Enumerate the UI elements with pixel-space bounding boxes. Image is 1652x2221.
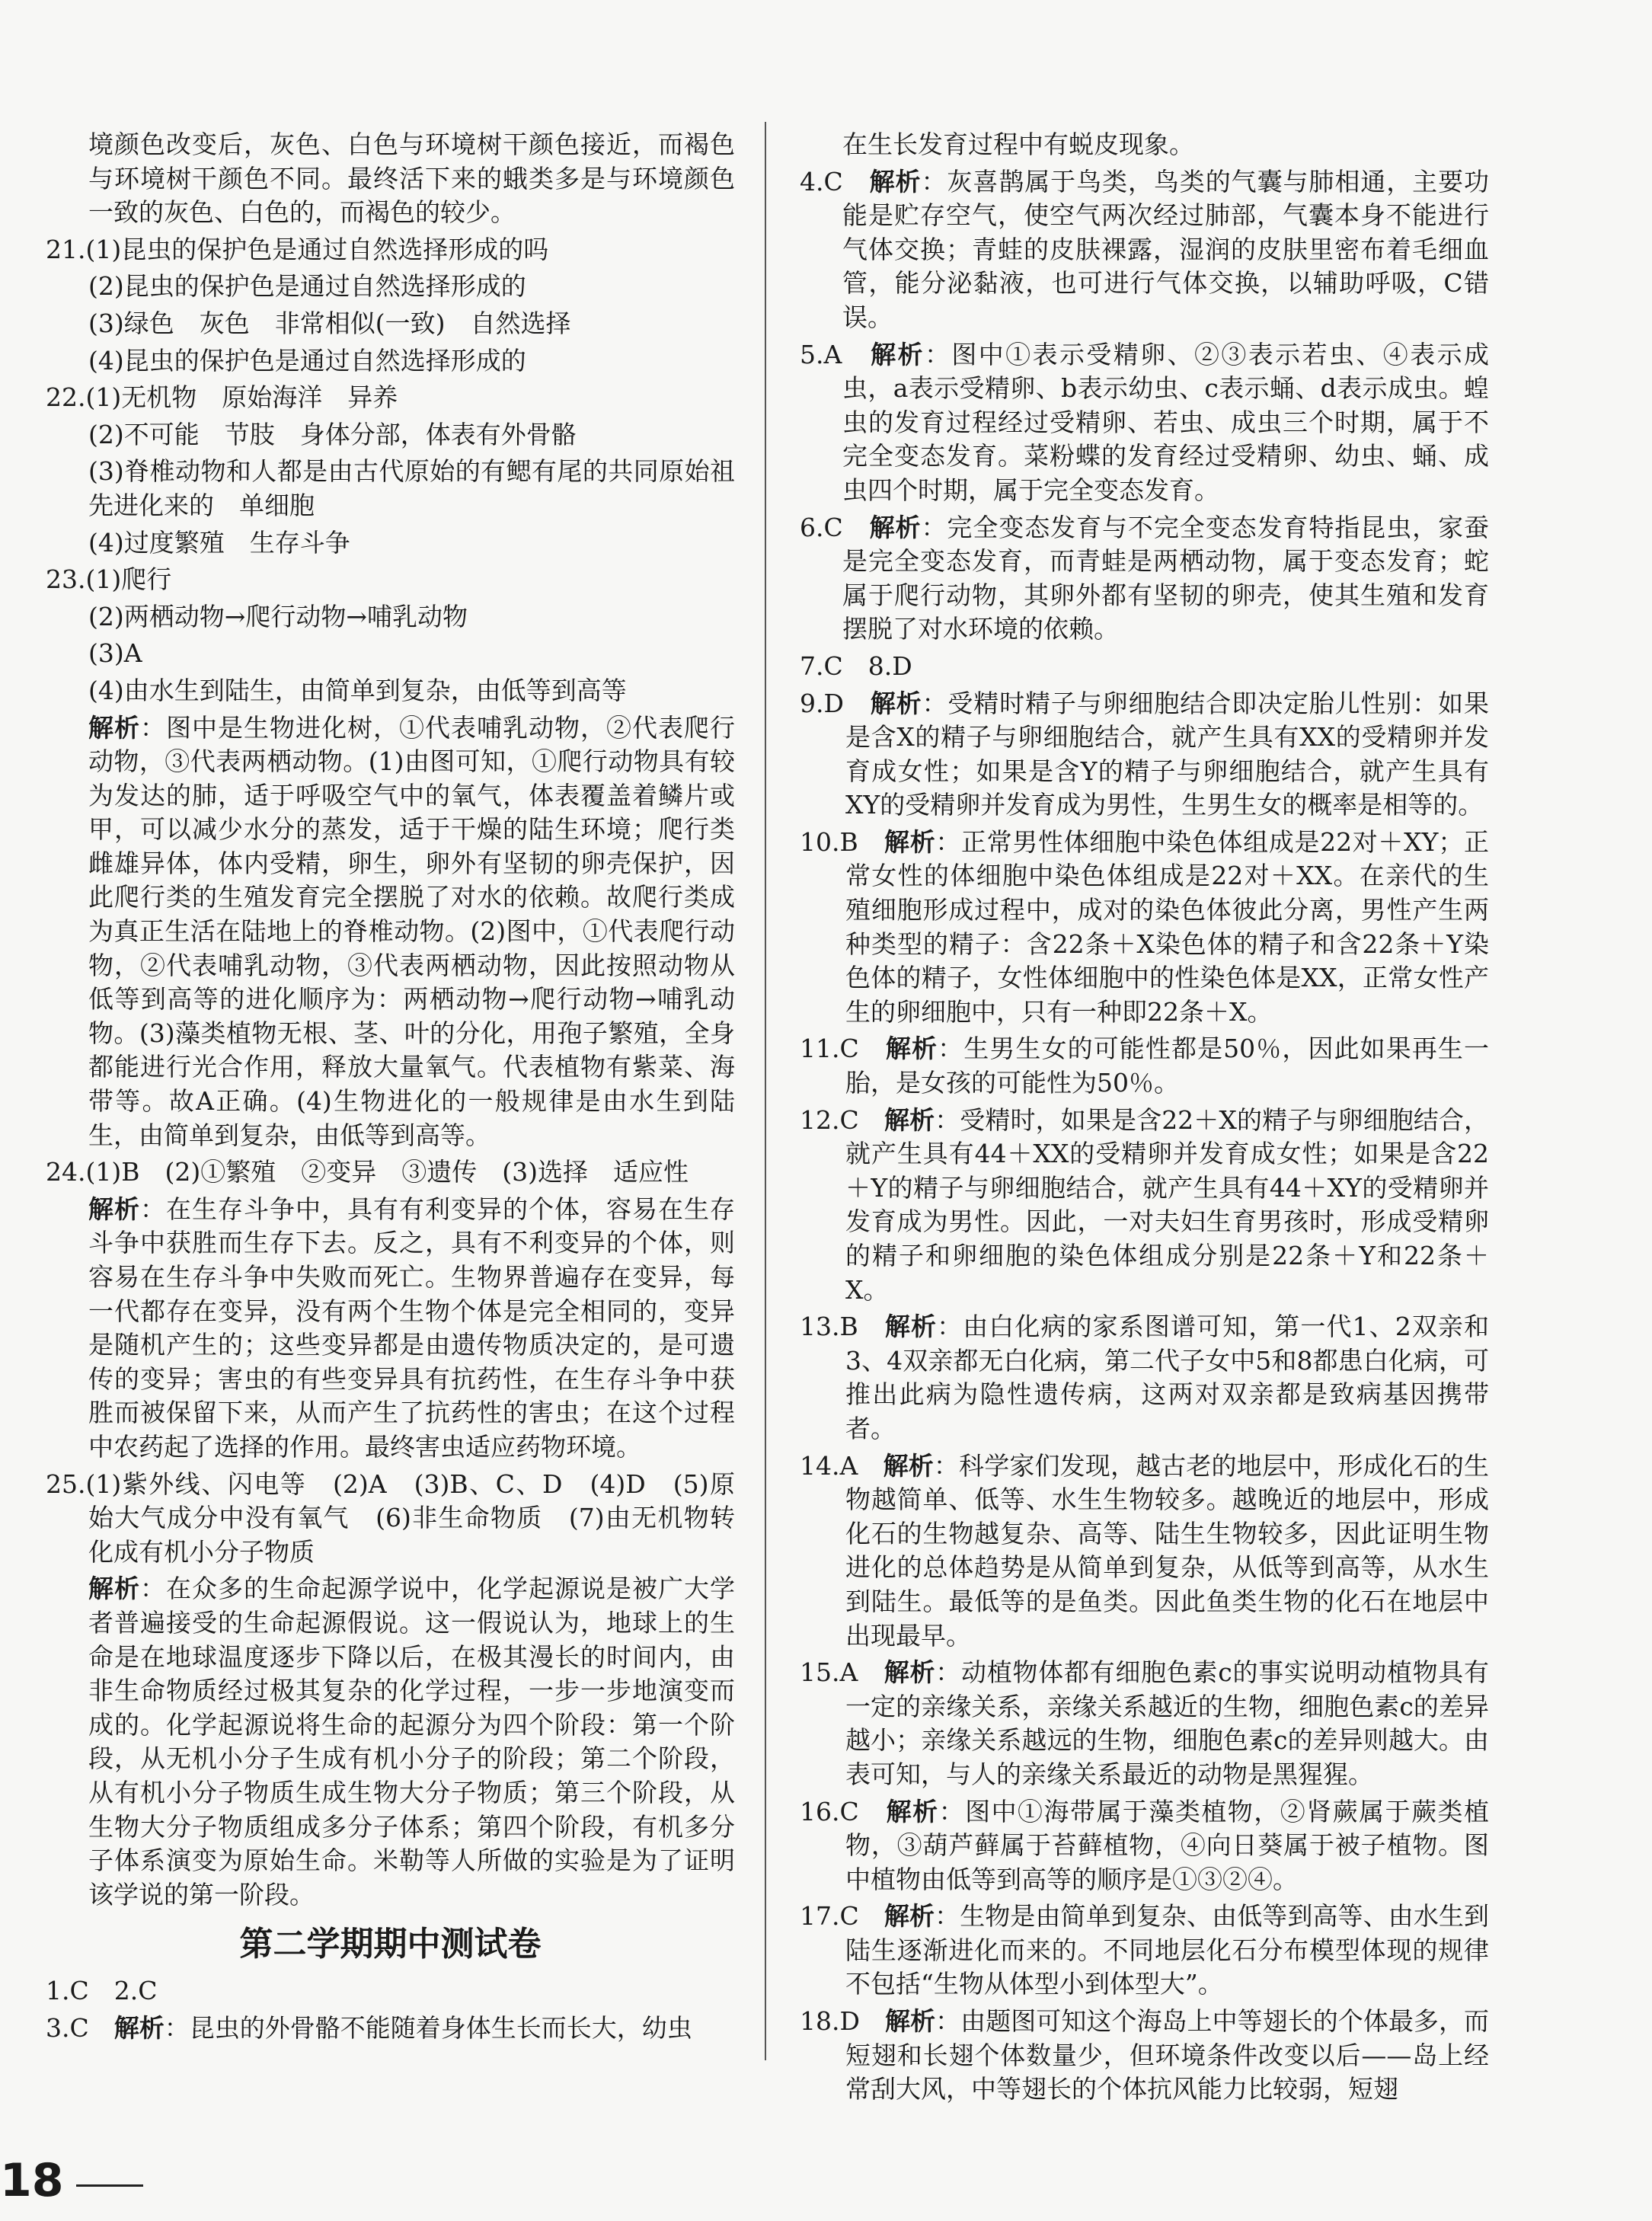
answer-20-continued: 境颜色改变后，灰色、白色与环境树干颜色接近，而褐色与环境树干颜色不同。最终活下来的蛾类多是与环境颜色一致的灰色、白色的，而褐色的较少。	[88, 129, 735, 228]
section-title: 第二学期期中测试卷	[239, 1925, 542, 1964]
explanation-text: ：在生存斗争中，具有有利变异的个体，容易在生存斗争中获胜而生存下去。反之，具有不利变异的个体，则容易在生存斗争中失败而死亡。生物界普遍存在变异，每一代都存在变异，没有两个生物个体是完全相同的，变异是随机产生的；这些变异都是由遗传物质决定的，是可遗传的变异；害虫的有些变异具有抗药性，在生存斗争中获胜而被保留下来，从而产生了抗药性的害虫；在这个过程中农药起了选择的作用。最终害虫适应药物环境。	[88, 1194, 735, 1462]
answer-number: 3.C	[46, 2012, 114, 2043]
answer-item	[800, 338, 1489, 508]
answer-21-line: (4)昆虫的保护色是通过自然选择形成的	[88, 345, 526, 375]
jiexi-label: 解析	[113, 2012, 165, 2043]
jiexi-label: 解析	[883, 1450, 934, 1481]
jiexi-label: 解析	[885, 1034, 938, 1064]
answer-23-line: (2)两栖动物→爬行动物→哺乳动物	[88, 601, 468, 631]
answer-number: 17.C	[800, 1901, 884, 1932]
jiexi-label: 解析	[88, 712, 140, 743]
explanation-text: ：图中①表示受精卵、②③表示若虫、④表示成虫，a表示受精卵、b表示幼虫、c表示蛹、d表示成虫。蝗虫的发育过程经过受精卵、若虫、成虫三个时期，属于不完全变态发育。菜粉蝶的发育经过受精卵、幼虫、蛹、成虫四个时期，属于完全变态发育。	[842, 339, 1489, 505]
jiexi-label: 解析	[88, 1194, 140, 1224]
explanation-text: ：在众多的生命起源学说中，化学起源说是被广大学者普遍接受的生命起源假说。这一假说认为，地球上的生命是在地球温度逐步下降以后，在极其漫长的时间内，由非生命物质经过极其复杂的化学过程，一步一步地演变而成的。化学起源说将生命的起源分为四个阶段：第一个阶段，从无机小分子生成有机小分子的阶段；第二个阶段，从有机小分子物质生成生物大分子物质；第三个阶段，从生物大分子物质组成多分子体系；第四个阶段，有机多分子体系演变为原始生命。米勒等人所做的实验是为了证明该学说的第一阶段。	[88, 1574, 735, 1909]
explanation-text: ：动植物体都有细胞色素c的事实说明动植物具有一定的亲缘关系，亲缘关系越近的生物，细胞色素c的差异越小；亲缘关系越远的生物，细胞色素c的差异则越大。由表可知，与人的亲缘关系最近的动物是黑猩猩。	[845, 1657, 1490, 1789]
jiexi-label: 解析	[884, 1657, 936, 1688]
answer-number: 4.C	[800, 166, 870, 197]
answer-23-line: (3)A	[88, 638, 142, 669]
explanation-text: ：由题图可知这个海岛上中等翅长的个体最多，而短翅和长翅个体数量少，但环境条件改变以后——岛上经常刮大风，中等翅长的个体抗风能力比较弱，短翅	[845, 2006, 1490, 2104]
jiexi-label: 解析	[885, 2006, 936, 2037]
explanation-text: ：完全变态发育与不完全变态发育特指昆虫，家蚕是完全变态发育，而青蛙是两栖动物，属于变态发育；蛇属于爬行动物，其卵外都有坚韧的卵壳，使其生殖和发育摆脱了对水环境的依赖。	[842, 512, 1490, 644]
answer-number: 13.B	[800, 1312, 885, 1342]
answer-number: 10.B	[800, 826, 885, 857]
answer-item	[800, 165, 1489, 335]
jiexi-label: 解析	[884, 1312, 938, 1342]
answer-23-line: 23.(1)爬行	[46, 564, 172, 595]
explanation-text: ：受精时精子与卵细胞结合即决定胎儿性别：如果是含X的精子与卵细胞结合，就产生具有XX的受精卵并发育成女性；如果是含Y的精子与卵细胞结合，就产生具有XY的受精卵并发育成为男性，生男生女的概率是相等的。	[845, 688, 1490, 820]
jiexi-label: 解析	[869, 512, 922, 542]
right-column	[800, 128, 1489, 2110]
page-number-rule	[76, 2184, 143, 2187]
explanation-text: ：灰喜鹊属于鸟类，鸟类的气囊与肺相通，主要功能是贮存空气，使空气两次经过肺部，气囊本身不能进行气体交换；青蛙的皮肤裸露，湿润的皮肤里密布着毛细血管，能分泌黏液，也可进行气体交换，以辅助呼吸，C错误。	[842, 166, 1490, 332]
jiexi-label: 解析	[871, 339, 925, 369]
answer-25: 25.(1)紫外线、闪电等 (2)A (3)B、C、D (4)D (5)原始大气成分中没有氧气 (6)非生命物质 (7)由无机物转化成有机小分子物质	[46, 1468, 735, 1567]
jiexi-label: 解析	[884, 826, 936, 857]
answer-item	[800, 1449, 1489, 1654]
answer-item	[800, 687, 1489, 823]
answer-22-line: (3)脊椎动物和人都是由古代原始的有鳃有尾的共同原始祖先进化来的 单细胞	[88, 456, 735, 520]
answer-number: 12.C	[800, 1104, 884, 1135]
explanation-text: ：生物是由简单到复杂、由低等到高等、由水生到陆生逐渐进化而来的。不同地层化石分布模型体现的规律不包括“生物从体型小到体型大”。	[845, 1901, 1490, 1999]
answer-21-line: 21.(1)昆虫的保护色是通过自然选择形成的吗	[46, 234, 549, 264]
answer-number: 9.D	[800, 688, 871, 718]
answer-item	[800, 1104, 1489, 1308]
left-column	[46, 128, 735, 2048]
answer-item	[800, 511, 1489, 647]
answer-number: 6.C	[800, 512, 870, 542]
answer-3	[46, 2012, 735, 2046]
answers-1-2: 1.C 2.C	[46, 1976, 158, 2006]
answer-item	[800, 1900, 1489, 2002]
answer-23-line: (4)由水生到陆生，由简单到复杂，由低等到高等	[88, 675, 627, 705]
answer-item	[800, 2005, 1489, 2107]
column-divider	[765, 122, 766, 2060]
jiexi-label: 解析	[88, 1574, 140, 1604]
explanation-text: ：科学家们发现，越古老的地层中，形成化石的生物越简单、低等、水生生物较多。越晚近的地层中，形成化石的生物越复杂、高等、陆生生物较多，因此证明生物进化的总体趋势是从简单到复杂，从低等到高等，从水生到陆生。最低等的是鱼类。因此鱼类生物的化石在地层中出现最早。	[845, 1450, 1490, 1651]
answer-22-line: (2)不可能 节肢 身体分部，体表有外骨骼	[88, 419, 577, 449]
answer-number: 16.C	[800, 1796, 887, 1826]
answer-24: 24.(1)B (2)①繁殖 ②变异 ③遗传 (3)选择 适应性	[46, 1157, 689, 1187]
explanation-text: ：图中①海带属于藻类植物，②肾蕨属于蕨类植物，③葫芦藓属于苔藓植物，④向日葵属于被子植物。图中植物由低等到高等的顺序是①③②④。	[845, 1796, 1490, 1894]
explanation-text: ：受精时，如果是含22＋X的精子与卵细胞结合，就产生具有44＋XX的受精卵并发育成女性；如果是含22＋Y的精子与卵细胞结合，就产生具有44＋XY的受精卵并发育成为男性。因此，一对夫妇生育男孩时，形成受精卵的精子和卵细胞的染色体组成分别是22条＋Y和22条＋X。	[845, 1104, 1490, 1305]
jiexi-label: 解析	[886, 1796, 939, 1826]
answer-item	[800, 1032, 1489, 1100]
answer-25-explanation	[46, 1572, 735, 1912]
answer-number: 5.A	[800, 339, 871, 369]
jiexi-label: 解析	[884, 1901, 935, 1932]
answer-23-explanation	[46, 711, 735, 1153]
answer-24-explanation	[46, 1193, 735, 1465]
explanation-text: ：昆虫的外骨骼不能随着身体生长而长大，幼虫	[164, 2012, 692, 2043]
jiexi-label: 解析	[884, 1104, 935, 1135]
answer-number: 15.A	[800, 1657, 884, 1688]
jiexi-label: 解析	[869, 166, 922, 197]
page-number: 18	[0, 2154, 64, 2207]
answers-7-8: 7.C 8.D	[800, 650, 912, 681]
explanation-text: ：正常男性体细胞中染色体组成是22对＋XY；正常女性的体细胞中染色体组成是22对＋XX。在亲代的生殖细胞形成过程中，成对的染色体彼此分离，男性产生两种类型的精子：含22条＋X染色体的精子和含22条＋Y染色体的精子，女性体细胞中的性染色体是XX，正常女性产生的卵细胞中，只有一种即22条＋X。	[845, 826, 1490, 1027]
answer-number: 18.D	[800, 2006, 886, 2037]
answer-21-line: (2)昆虫的保护色是通过自然选择形成的	[88, 271, 526, 302]
answer-item	[800, 1310, 1489, 1446]
answer-22-line: 22.(1)无机物 原始海洋 异养	[46, 382, 398, 413]
answer-item	[800, 826, 1489, 1030]
answer-21-line: (3)绿色 灰色 非常相似(一致) 自然选择	[88, 308, 571, 338]
answer-item	[800, 1656, 1489, 1791]
answer-item	[800, 1795, 1489, 1897]
answer-number: 11.C	[800, 1034, 886, 1064]
explanation-text: ：生男生女的可能性都是50％，因此如果再生一胎，是女孩的可能性为50％。	[845, 1034, 1490, 1098]
answer-number: 14.A	[800, 1450, 884, 1481]
explanation-text: ：图中是生物进化树，①代表哺乳动物，②代表爬行动物，③代表两栖动物。(1)由图可知，①爬行动物具有较为发达的肺，适于呼吸空气中的氧气，体表覆盖着鳞片或甲，可以减少水分的蒸发，适于干燥的陆生环境；爬行类雌雄异体，体内受精，卵生，卵外有坚韧的卵壳保护，因此爬行类的生殖发育完全摆脱了对水的依赖。故爬行类成为真正生活在陆地上的脊椎动物。(2)图中，①代表爬行动物，②代表哺乳动物，③代表两栖动物，因此按照动物从低等到高等的进化顺序为：两栖动物→爬行动物→哺乳动物。(3)藻类植物无根、茎、叶的分化，用孢子繁殖，全身都能进行光合作用，释放大量氧气。代表植物有紫菜、海带等。故A正确。(4)生物进化的一般规律是由水生到陆生，由简单到复杂，由低等到高等。	[88, 712, 735, 1150]
answer-22-line: (4)过度繁殖 生存斗争	[88, 527, 350, 558]
explanation-text: ：由白化病的家系图谱可知，第一代1、2双亲和3、4双亲都无白化病，第二代子女中5和8都患白化病，可推出此病为隐性遗传病，这两对双亲都是致病基因携带者。	[845, 1312, 1490, 1443]
answer-3-continued: 在生长发育过程中有蜕皮现象。	[842, 129, 1194, 159]
jiexi-label: 解析	[870, 688, 922, 718]
